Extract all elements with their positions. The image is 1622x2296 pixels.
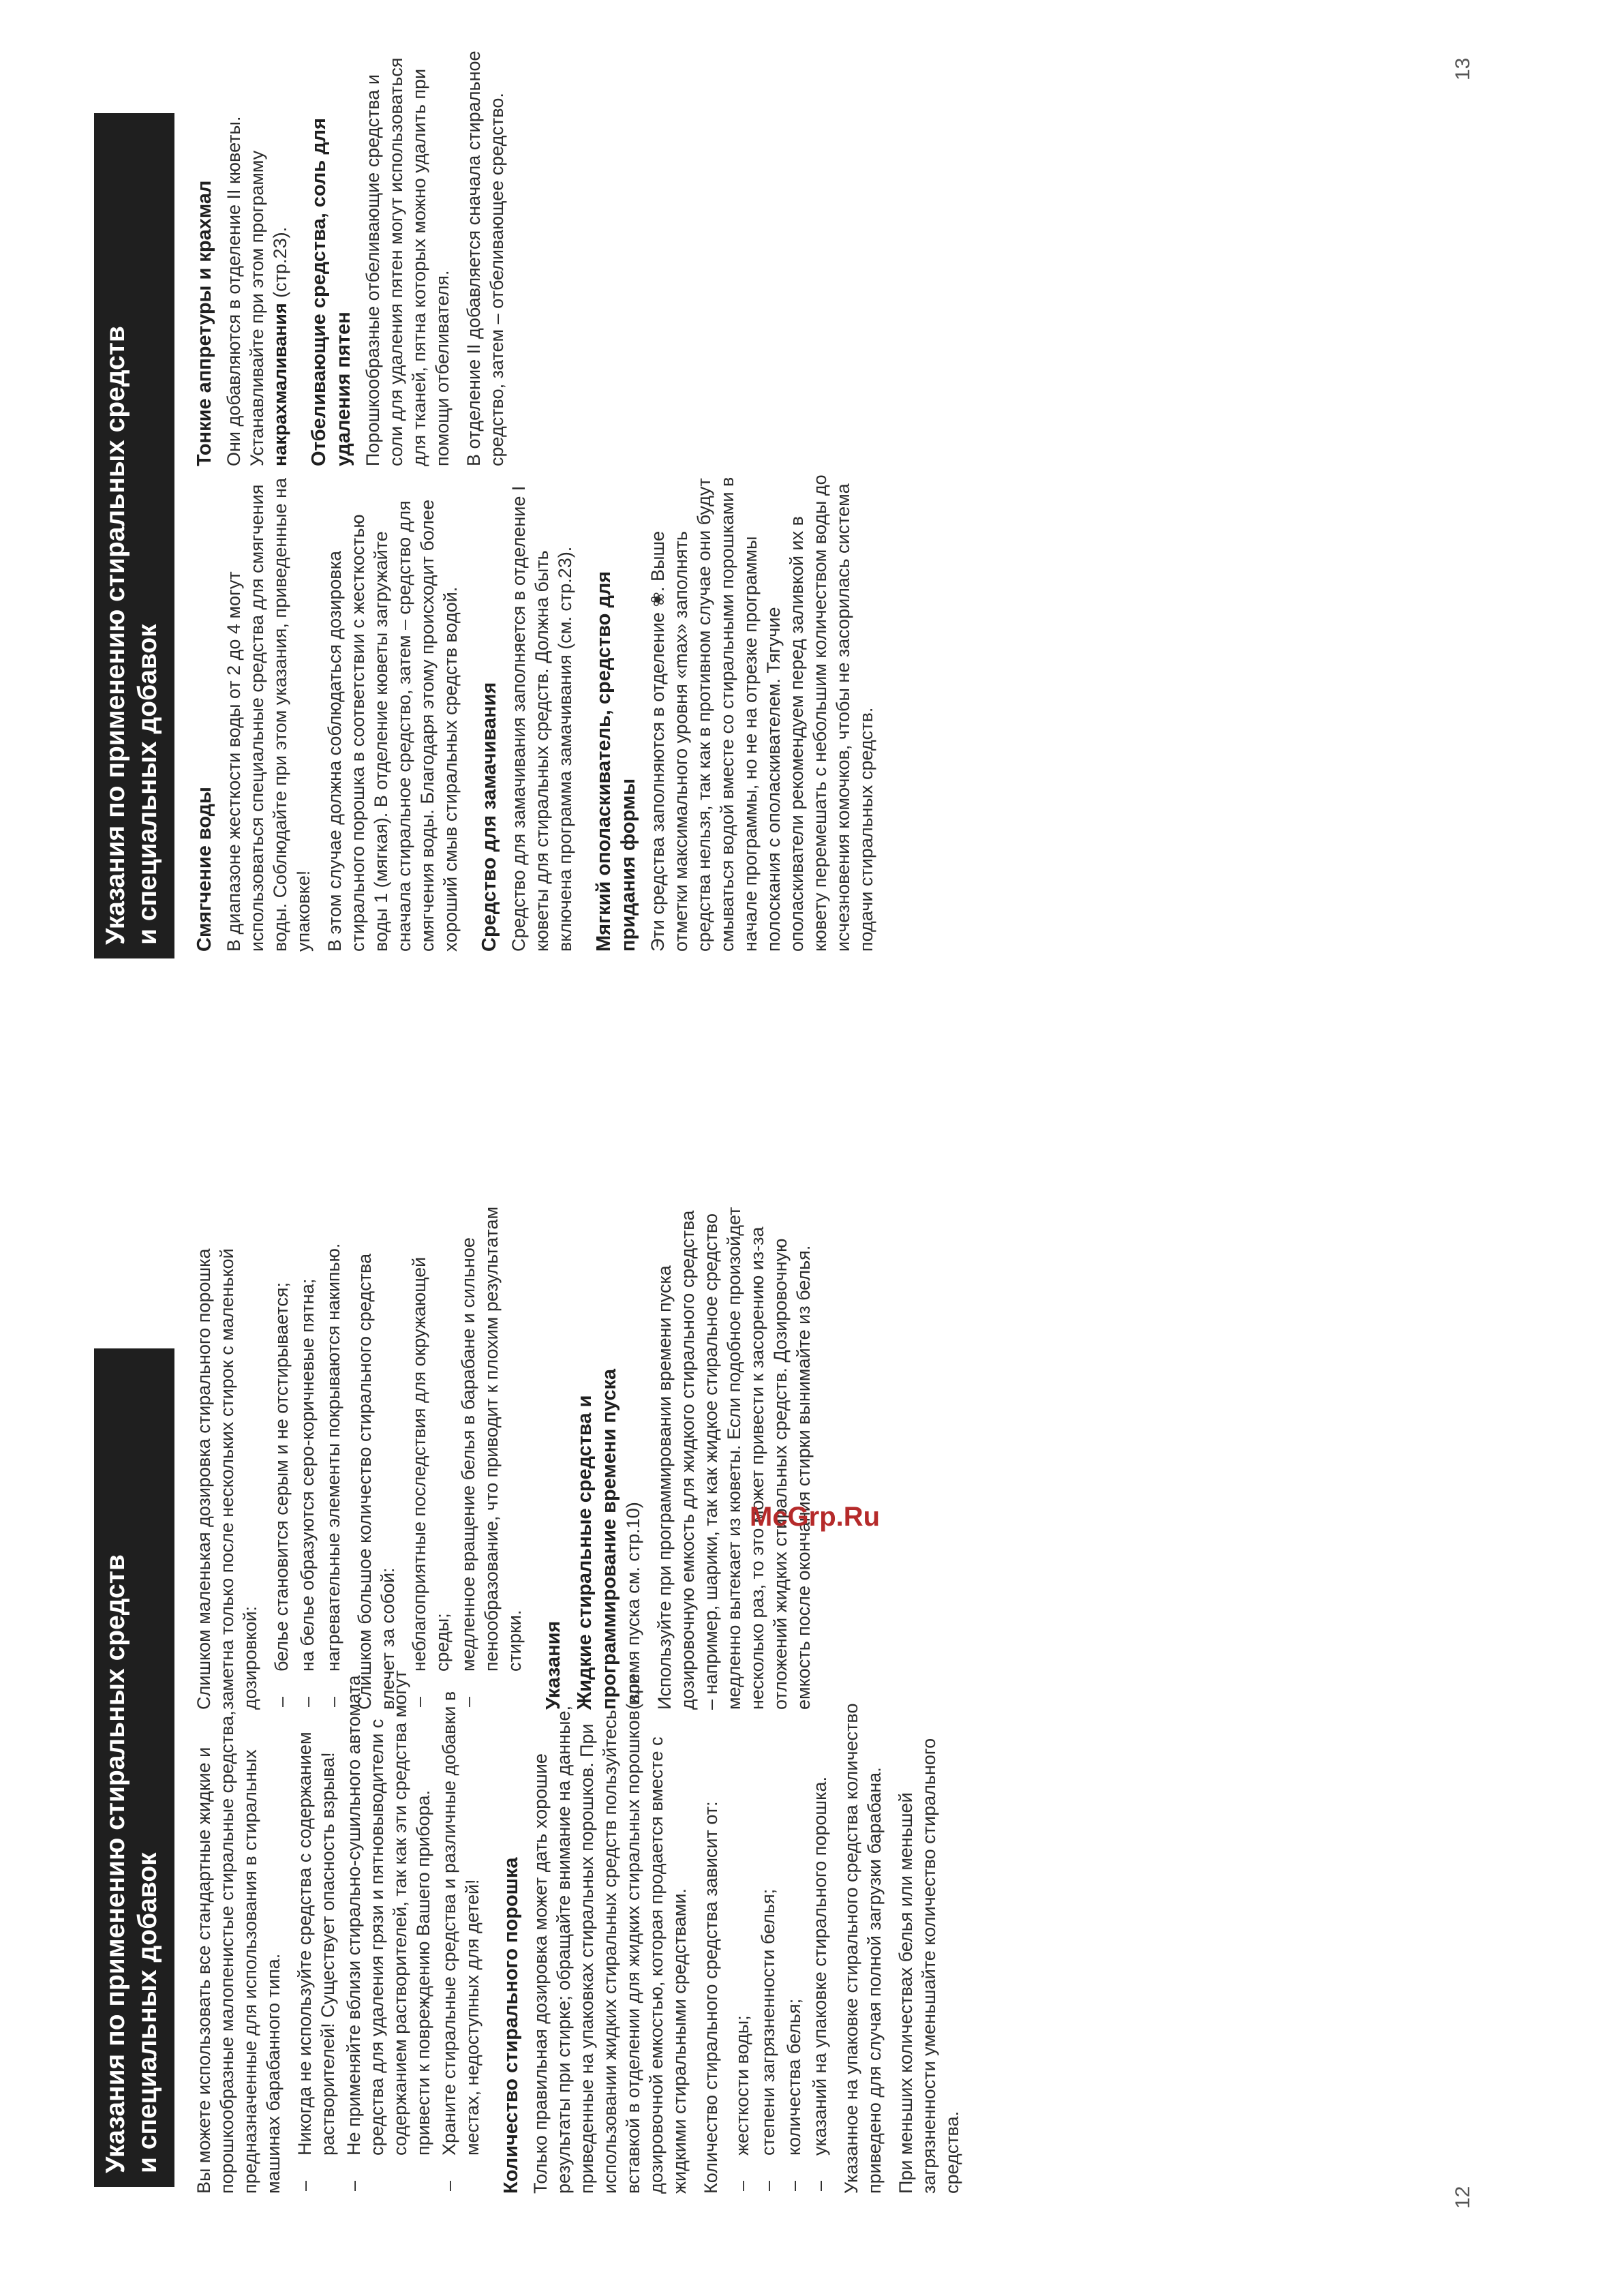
- liquid-heading: Жидкие стиральные средства и программирование времени пуска: [574, 1368, 620, 1710]
- starch-heading: Тонкие аппретуры и крахмал: [194, 180, 215, 466]
- too-little-item: – белье становится серым и не отстирывается;: [270, 1205, 293, 1710]
- banner-line-1: Указания по применению стиральных средств: [101, 326, 130, 945]
- notes-heading: Указания: [542, 1620, 564, 1710]
- starch-text-c: (стр.23).: [270, 226, 290, 303]
- depends-item: – жесткости воды;: [731, 1669, 754, 2194]
- left-column-2: [192, 1205, 823, 1710]
- warning-list: [293, 1669, 484, 2194]
- starch-program: накрахмаливания: [270, 303, 290, 466]
- amount-paragraph: Только правильная дозировка может дать хорошие результаты при стирке; обращайте внимание на данные, приведенные на упаковках стиральных порошков. При использовании жидких стиральных средств пользуйтесь вставкой в отделении для жидких стиральных порошков или дозировочной емкостью, которая продается вместе с жидкими стиральными средствами.: [530, 1674, 690, 2194]
- soak-paragraph: Средство для замачивания заполняется в отделение I кюветы для стиральных средств. Должна быть включена программа замачивания (см. стр.23).: [508, 485, 575, 952]
- too-much-list: [408, 1205, 526, 1710]
- banner-line-1: Указания по применению стиральных средств: [101, 1554, 130, 2173]
- depends-item: – количества белья;: [782, 1669, 806, 2194]
- liquid-paragraph: Используйте при программировании времени пуска дозировочную емкость для жидкого стирального средства – например, шарики, так как жидкое стиральное средство медленно вытекает из кюветы. Если подобное произойдет несколько раз, то это может привести к засорению из-за отложений жидких стиральных средств. Дозировочную емкость после окончания стирки вынимайте из белья.: [654, 1207, 814, 1710]
- too-much-paragraph: Слишком большое количество стирального средства влечет за собой:: [354, 1253, 398, 1710]
- rinse-paragraph: Эти средства заполняются в отделение ❀. Выше отметки максимального уровня «max» заполнять средства нельзя, так как в противном случае они будут смываться водой вместе со стиральными порошками в начале программы, но не на отрезке программы полоскания с ополаскивателем. Тягучие ополаскиватели рекомендуем перед заливкой их в кювету перемешать с небольшим количеством воды до исчезновения комочков, чтобы не засорилась система подачи стиральных средств.: [647, 474, 876, 952]
- bleach-paragraph-2: В отделение II добавляется сначала стиральное средство, затем – отбеливающее средство.: [463, 50, 507, 466]
- too-little-item: – нагревательные элементы покрываются накипью.: [322, 1205, 345, 1710]
- watermark: McGrp.Ru: [750, 1502, 881, 1532]
- depends-item: – указаний на упаковке стирального порошка.: [808, 1669, 831, 2194]
- page-number: 12: [1452, 2186, 1474, 2209]
- bleach-paragraph-1: Порошкообразные отбеливающие средства и соли для удаления пятен могут использоваться для тканей, пятна которых можно удалить при помощи отбеливателя.: [363, 57, 453, 466]
- right-column-1: [192, 474, 886, 952]
- too-much-item: – медленное вращение белья в барабане и сильное пенообразование, что приводит к плохим результатам стирки.: [457, 1205, 526, 1710]
- less-paragraph: При меньших количествах белья или меньшей загрязненности уменьшайте количество стирального средства.: [896, 1738, 962, 2194]
- page-12: [0, 1148, 1622, 2296]
- starch-paragraph: [222, 44, 292, 466]
- too-little-item: – на белье образуются серо-коричневые пятна;: [296, 1205, 319, 1710]
- intro-paragraph: Вы можете использовать все стандартные жидкие и порошкообразные малопенистые стиральные средства, предназначенные для использования в стиральных машинах барабанного типа.: [194, 1710, 284, 2194]
- left-column-1: [192, 1669, 972, 2194]
- too-much-item: – неблагоприятные последствия для окружающей среды;: [408, 1205, 454, 1710]
- section-banner: [94, 1348, 174, 2187]
- starch-text-a: Они добавляются в отделение II кюветы. Устанавливайте при этом программу: [224, 116, 267, 466]
- rinse-heading: Мягкий ополаскиватель, средство для придания формы: [593, 571, 639, 952]
- pack-paragraph: Указанное на упаковке стирального средства количество приведено для случая полной загрузки барабана.: [841, 1703, 885, 2194]
- too-little-paragraph: Слишком маленькая дозировка стирального порошка заметна только после нескольких стирок с маленькой дозировкой:: [194, 1248, 260, 1710]
- section-banner: [94, 113, 174, 958]
- warning-item: – Никогда не используйте средства с содержанием растворителей! Существует опасность взрыва!: [293, 1669, 339, 2194]
- liquid-subtitle: (время пуска см. стр.10): [623, 1502, 643, 1710]
- soft-paragraph-1: В диапазоне жесткости воды от 2 до 4 могут использоваться специальные средства для смягчения воды. Соблюдайте при этом указания, приведенные на упаковке!: [224, 477, 313, 952]
- right-column-2: [192, 44, 517, 466]
- depends-item: – степени загрязненности белья;: [756, 1669, 780, 2194]
- banner-line-2: и специальных добавок: [133, 624, 162, 945]
- bleach-heading: Отбеливающие средства, соль для удаления пятен: [308, 117, 354, 466]
- depends-paragraph: Количество стирального средства зависит от:: [701, 1801, 721, 2194]
- too-little-list: [270, 1205, 345, 1710]
- banner-line-2: и специальных добавок: [133, 1852, 162, 2173]
- depends-list: [731, 1669, 831, 2194]
- amount-heading: Количество стирального порошка: [500, 1857, 522, 2194]
- warning-item: – Не применяйте вблизи стирально-сушильного автомата средства для удаления грязи и пятновыводители с содержанием растворителей, так как эти средства могут привести к повреждению Вашего прибора.: [342, 1669, 435, 2194]
- soft-paragraph-2: В этом случае должна соблюдаться дозировка стирального порошка в соответствии с жесткостью воды 1 (мягкая). В отделение кюветы загружайте сначала стиральное средство, затем – средство для смягчения воды. Благодаря этому происходит более хороший смыв стиральных средств водой.: [324, 499, 461, 952]
- page-number: 13: [1452, 57, 1474, 80]
- warning-item: – Храните стиральные средства и различные добавки в местах, недоступных для детей!: [438, 1669, 484, 2194]
- soft-heading: Смягчение воды: [194, 787, 215, 952]
- soak-heading: Средство для замачивания: [478, 682, 500, 952]
